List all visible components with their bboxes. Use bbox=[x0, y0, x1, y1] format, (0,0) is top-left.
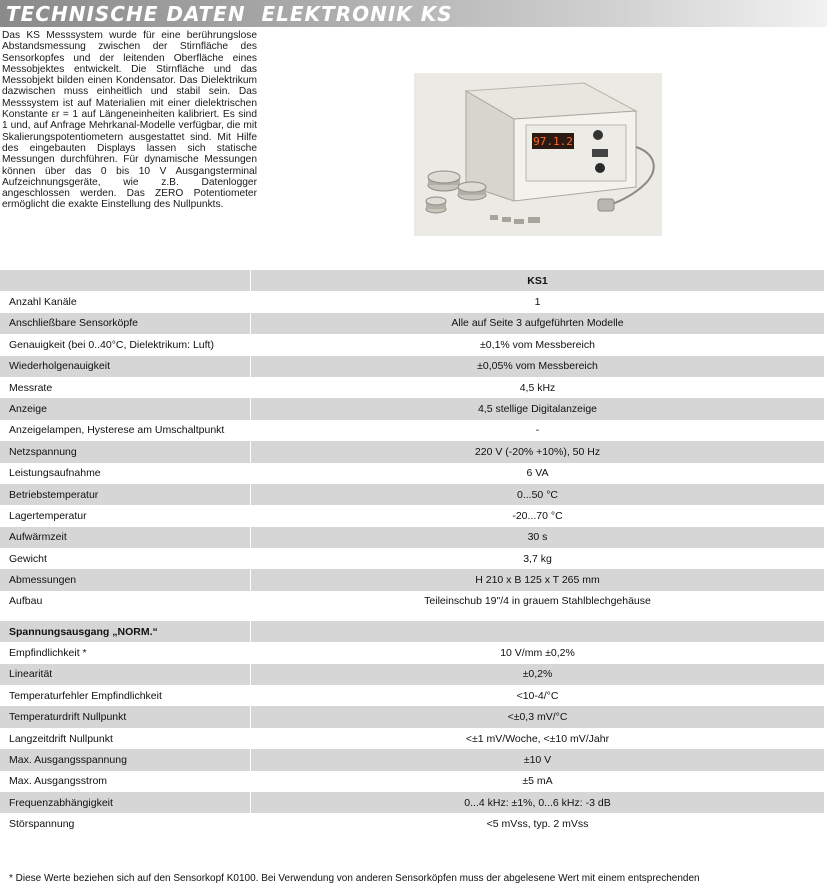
table-row bbox=[0, 664, 824, 685]
spec-label: Aufwärmzeit bbox=[9, 531, 67, 544]
table-header-row bbox=[0, 270, 824, 291]
table-row bbox=[0, 548, 824, 569]
spec-label: Gewicht bbox=[9, 552, 47, 565]
spec-label: Anzeigelampen, Hysterese am Umschaltpunkt bbox=[9, 424, 225, 437]
table-row bbox=[0, 813, 824, 834]
product-photo bbox=[414, 73, 662, 236]
spec-value: <±1 mV/Woche, <±10 mV/Jahr bbox=[250, 728, 824, 749]
table-row bbox=[0, 313, 824, 334]
spec-value: ±5 mA bbox=[250, 771, 824, 792]
table-row bbox=[0, 356, 824, 377]
table-row bbox=[0, 685, 824, 706]
spec-label: Genauigkeit (bei 0..40°C, Dielektrikum: Luft) bbox=[9, 338, 214, 351]
spec-label: Max. Ausgangsstrom bbox=[9, 775, 108, 788]
spec-value: ±0,1% vom Messbereich bbox=[250, 334, 824, 355]
section-title: Spannungsausgang „NORM.“ bbox=[9, 625, 158, 638]
spec-value: <5 mVss, typ. 2 mVss bbox=[250, 813, 824, 834]
table-row bbox=[0, 591, 824, 621]
footnote: * Diese Werte beziehen sich auf den Sensorkopf K0100. Bei Verwendung von anderen Sensorköpfen muss der abgelesene Wert mit einem entsprechenden bbox=[9, 873, 700, 884]
table-row bbox=[0, 398, 824, 419]
spec-label: Empfindlichkeit * bbox=[9, 646, 87, 659]
spec-label: Anzeige bbox=[9, 403, 47, 416]
spec-value: 4,5 stellige Digitalanzeige bbox=[250, 398, 824, 419]
table-row bbox=[0, 527, 824, 548]
device-display-readout: 97.1.2 bbox=[533, 135, 573, 148]
product-photo-illustration bbox=[414, 73, 662, 236]
spec-label: Messrate bbox=[9, 381, 53, 394]
table-row bbox=[0, 441, 824, 462]
spec-value: ±0,2% bbox=[250, 664, 824, 685]
spec-value: <10-4/°C bbox=[250, 685, 824, 706]
table-row bbox=[0, 792, 824, 813]
spec-value: 3,7 kg bbox=[250, 548, 824, 569]
spec-label: Anschließbare Sensorköpfe bbox=[9, 317, 138, 330]
spec-value: 30 s bbox=[250, 527, 824, 548]
table-row bbox=[0, 377, 824, 398]
column-header-ks1: KS1 bbox=[250, 270, 824, 291]
spec-label: Lagertemperatur bbox=[9, 509, 87, 522]
spec-value: Alle auf Seite 3 aufgeführten Modelle bbox=[250, 313, 824, 334]
table-row bbox=[0, 706, 824, 727]
intro-text: Das KS Messsystem wurde für eine berührungslose Abstandsmessung zwischen der Stirnfläche des Sensorkopfes und der leitenden Oberfläche eines Messobjektes entwickelt. Die Stirnfläche und das Messobjekt bilden einen Kondensator. Das Dielektrikum dazwischen muss einheitlich und stabil sein. Das Messsystem ist auf Materialien mit einer dielektrischen Konstante εr = 1 auf Längeneinheiten kalibriert. Es sind 1 und, auf Anfrage Mehrkanal-Modelle verfügbar, die mit Skalierungspotentiometern ausgestattet sind. Mit Hilfe des eingebauten Displays lassen sich statische Messungen durchführen. Für dynamische Messungen können über das 0 bis 10 V Ausgangsterminal Aufzeichnungsgeräte, wie z.B. Datenlogger angeschlossen werden. Das ZERO Potentiometer ermöglicht die exakte Einstellung des Nullpunkts. bbox=[2, 30, 257, 211]
table-row bbox=[0, 728, 824, 749]
spec-value: 0...4 kHz: ±1%, 0...6 kHz: -3 dB bbox=[250, 792, 824, 813]
spec-label: Aufbau bbox=[9, 594, 43, 607]
spec-value: - bbox=[250, 420, 824, 441]
spec-label: Anzahl Kanäle bbox=[9, 296, 77, 309]
spec-label: Abmessungen bbox=[9, 574, 77, 587]
page-header bbox=[0, 0, 827, 27]
spec-value: 6 VA bbox=[250, 463, 824, 484]
spec-label: Frequenzabhängigkeit bbox=[9, 796, 113, 809]
page-title: TECHNISCHE DATEN ELEKTRONIK KS bbox=[6, 2, 453, 26]
spec-value: Teileinschub 19"/4 in grauem Stahlblechgehäuse bbox=[250, 591, 824, 625]
spec-value: 0...50 °C bbox=[250, 484, 824, 505]
spec-table bbox=[0, 270, 824, 835]
table-row bbox=[0, 291, 824, 312]
spec-value: ±0,05% vom Messbereich bbox=[250, 356, 824, 377]
table-row bbox=[0, 484, 824, 505]
spec-value: 10 V/mm ±0,2% bbox=[250, 642, 824, 663]
table-row bbox=[0, 334, 824, 355]
table-row bbox=[0, 505, 824, 526]
spec-value: <±0,3 mV/°C bbox=[250, 706, 824, 727]
spec-label: Störspannung bbox=[9, 818, 75, 831]
table-row bbox=[0, 463, 824, 484]
spec-label: Langzeitdrift Nullpunkt bbox=[9, 732, 113, 745]
spec-label: Temperaturfehler Empfindlichkeit bbox=[9, 689, 162, 702]
table-row bbox=[0, 642, 824, 663]
spec-label: Temperaturdrift Nullpunkt bbox=[9, 711, 127, 724]
section-header-row bbox=[0, 621, 824, 642]
spec-value: ±10 V bbox=[250, 749, 824, 770]
table-row bbox=[0, 771, 824, 792]
spec-value: 1 bbox=[250, 291, 824, 312]
spec-value: 220 V (-20% +10%), 50 Hz bbox=[250, 441, 824, 462]
spec-label: Leistungsaufnahme bbox=[9, 467, 101, 480]
spec-label: Wiederholgenauigkeit bbox=[9, 360, 110, 373]
spec-label: Linearität bbox=[9, 668, 53, 681]
section-header-empty bbox=[250, 621, 824, 642]
spec-value: H 210 x B 125 x T 265 mm bbox=[250, 569, 824, 590]
spec-value: -20...70 °C bbox=[250, 505, 824, 526]
spec-label: Betriebstemperatur bbox=[9, 488, 99, 501]
spec-label: Max. Ausgangsspannung bbox=[9, 753, 127, 766]
spec-value: 4,5 kHz bbox=[250, 377, 824, 398]
table-row bbox=[0, 749, 824, 770]
spec-label: Netzspannung bbox=[9, 445, 77, 458]
table-row bbox=[0, 420, 824, 441]
table-row bbox=[0, 569, 824, 590]
